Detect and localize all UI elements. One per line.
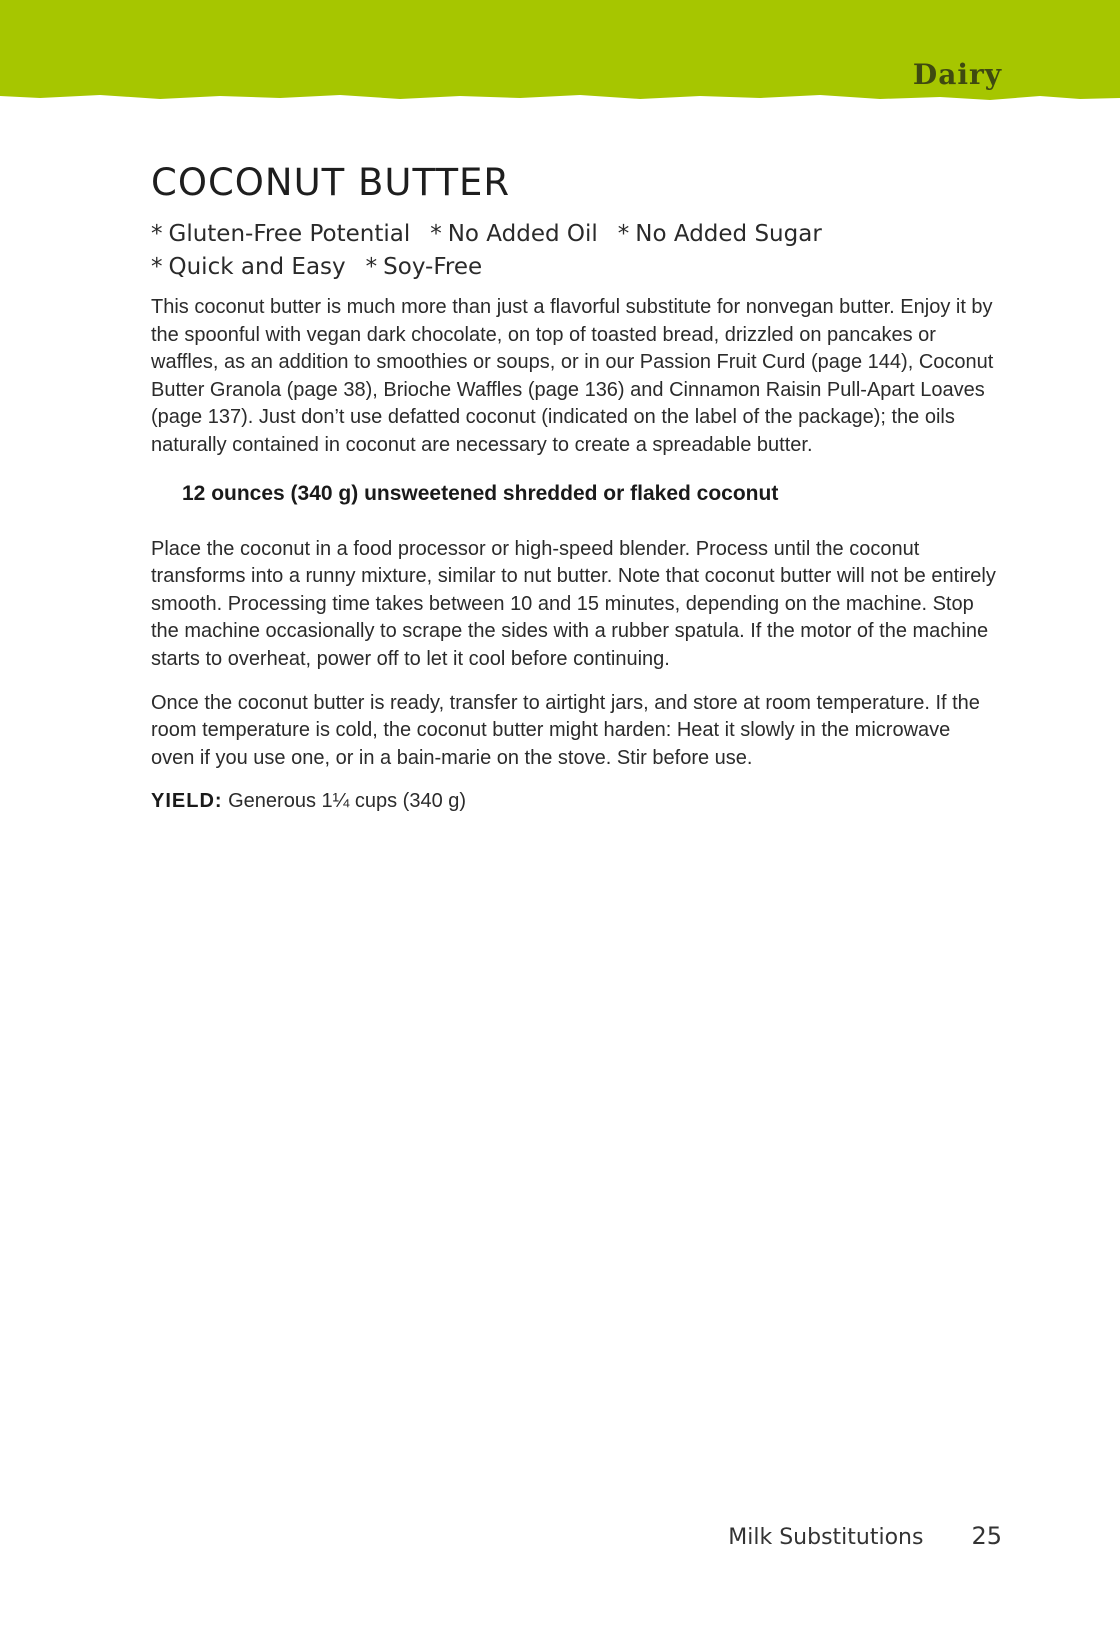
yield-value: Generous 1¼ cups (340 g) [228, 790, 467, 813]
asterisk-icon: * [430, 221, 442, 247]
asterisk-icon: * [151, 254, 163, 280]
page-footer [728, 1522, 1002, 1550]
tag-soy-free: * Soy-Free [365, 254, 483, 280]
section-label: Dairy [912, 58, 1002, 91]
recipe [151, 160, 997, 832]
dietary-tags [151, 218, 997, 284]
instruction-step-2: Once the coconut butter is ready, transfer to airtight jars, and store at room temperature. If the room temperature is cold, the coconut butter might harden: Heat it slowly in the microwave oven if you use one, or in a bain-marie on the stove. Stir before use. [151, 691, 980, 769]
ingredient-item: 12 ounces (340 g) unsweetened shredded or flaked coconut [182, 481, 779, 505]
recipe-yield [151, 788, 997, 816]
asterisk-icon: * [617, 221, 630, 247]
instruction-step-1: Place the coconut in a food processor or high-speed blender. Process until the coconut transforms into a runny mixture, similar to nut butter. Note that coconut butter will not be entirely smooth. Processing time takes between 10 and 15 minutes, depending on the machine. Stop the machine occasionally to scrape the sides with a rubber spatula. If the motor of the machine starts to overheat, power off to let it cool before continuing. [151, 537, 996, 670]
tag-quick-and-easy: * Quick and Easy [151, 254, 346, 280]
chapter-title: Milk Substitutions [728, 1525, 924, 1550]
asterisk-icon: * [151, 221, 163, 247]
recipe-intro: This coconut butter is much more than just a flavorful substitute for nonvegan butter. Enjoy it by the spoonful with vegan dark chocolate, on top of toasted bread, drizzled on pancakes or waffles, as an addition to smoothies or soups, or in our Passion Fruit Curd (page 144), Coconut Butter Granola (page 38), Brioche Waffles (page 136) and Cinnamon Raisin Pull-Apart Loaves (page 137). Just don’t use defatted coconut (indicated on the label of the package); the oils naturally contained in coconut are necessary to create a spreadable butter. [151, 296, 994, 456]
tags-line-1 [151, 218, 997, 251]
tags-line-2 [151, 251, 997, 284]
recipe-title: COCONUT BUTTER [151, 161, 511, 204]
tag-no-added-oil: * No Added Oil [430, 221, 598, 247]
tag-gluten-free: * Gluten-Free Potential [151, 221, 411, 247]
yield-label: YIELD: [151, 790, 223, 813]
tag-no-added-sugar: * No Added Sugar [617, 221, 822, 247]
page-number: 25 [971, 1522, 1002, 1550]
asterisk-icon: * [365, 254, 378, 280]
